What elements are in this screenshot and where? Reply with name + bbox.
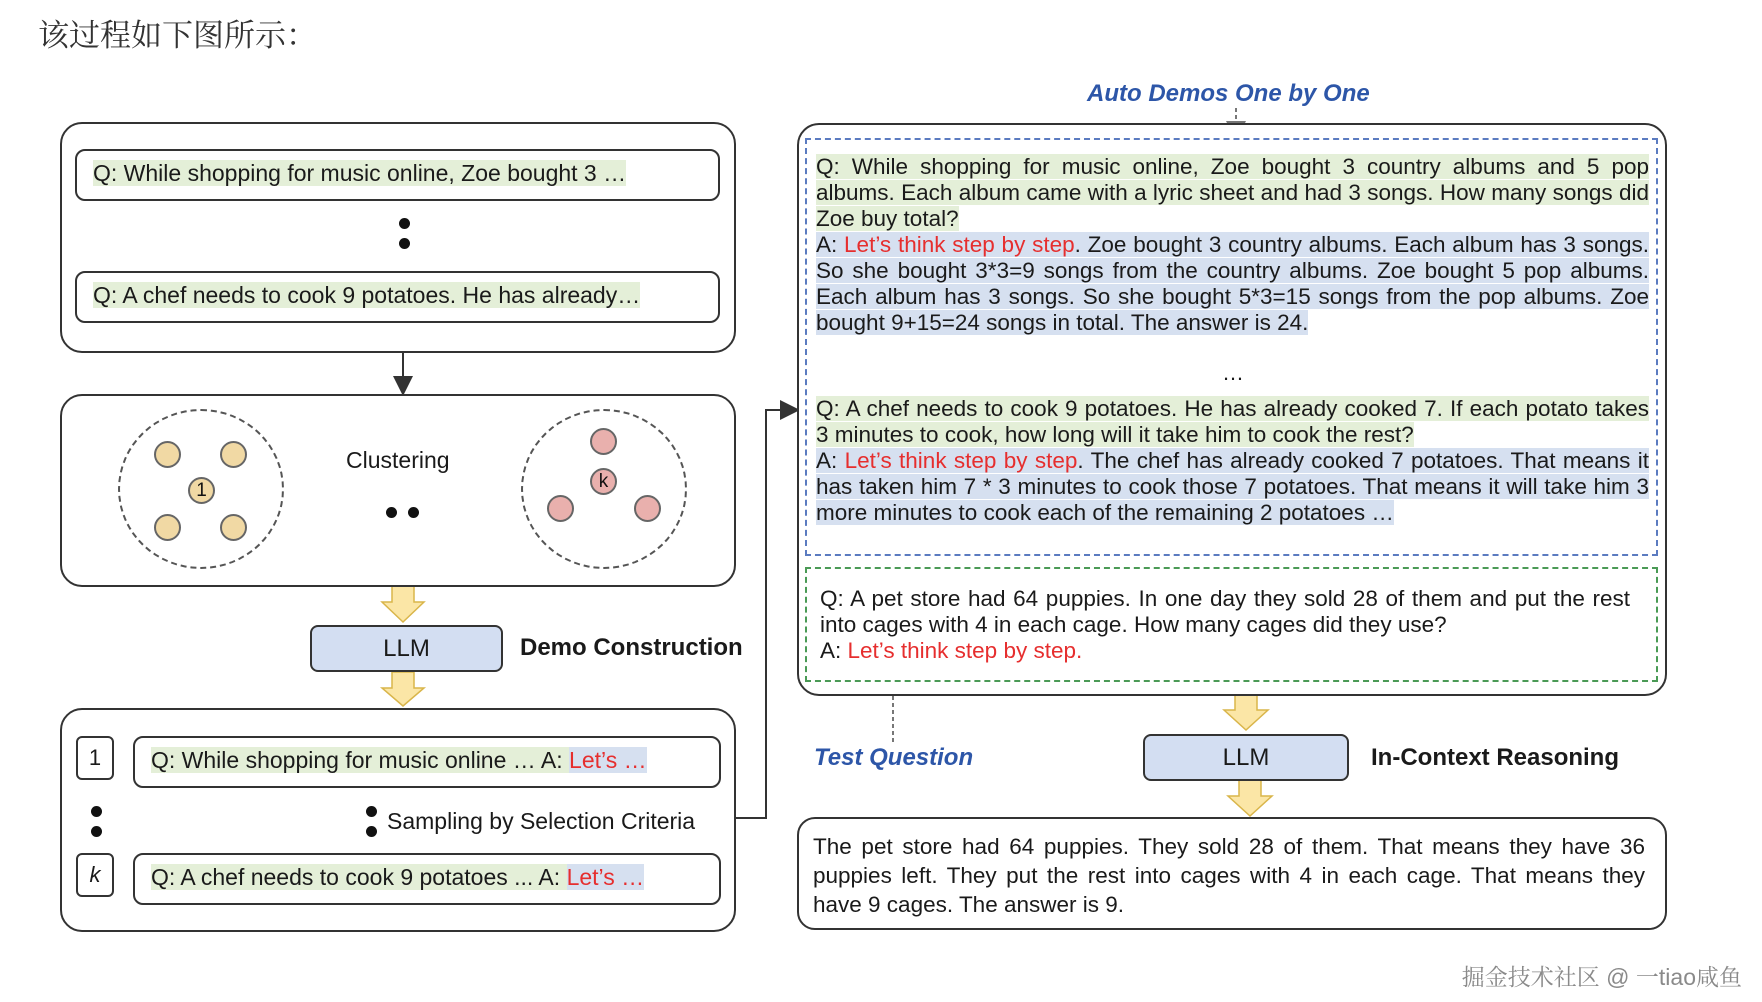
cluster-node: [220, 514, 247, 541]
answer-body: . Zoe bought 3 country albums. Each album has 3 songs. So she bought 3*3=9 songs from the country albums. Zoe bought 5 pop albums. Each album has 3 songs. So she bought 5*3=15 songs from the pop albums. Zoe bought 9+15=24 songs in total. The answer is 24.: [816, 232, 1649, 335]
ellipsis-dot: [386, 507, 397, 518]
demo-2-answer: [816, 448, 1649, 525]
question-box-1: [75, 149, 720, 201]
ellipsis-dot: [408, 507, 419, 518]
llm-label: LLM: [383, 635, 430, 662]
answer-prefix: A:: [816, 232, 845, 257]
cot-trigger: Let’s think step by step: [844, 232, 1075, 257]
llm-box-in-context: [1143, 734, 1349, 781]
demo-construction-label: Demo Construction: [520, 634, 743, 661]
cluster-center-label: 1: [196, 480, 207, 501]
block-arrow-llm-to-output: [1228, 780, 1272, 816]
demo-1-text: [816, 154, 1649, 336]
page-caption: 该过程如下图所示：: [38, 18, 317, 54]
cluster-node: [154, 514, 181, 541]
question-text-1: Q: While shopping for music online, Zoe bought 3 …: [93, 160, 627, 186]
block-arrow-llm-to-demos: [382, 672, 424, 706]
cot-trigger: Let’s think step by step: [844, 448, 1078, 473]
demo-question-1: Q: While shopping for music online … A:: [151, 747, 570, 773]
question-box-2: [75, 271, 720, 323]
demo-index-box-1: 1: [76, 736, 114, 780]
cluster-node: [547, 495, 574, 522]
answer-prefix: A:: [820, 638, 848, 663]
ellipsis-dot: [366, 806, 377, 817]
test-question: Q: A pet store had 64 puppies. In one day they sold 28 of them and put the rest into cages with 4 in each cage. How many cages did they use?: [820, 586, 1630, 637]
test-question-text: [820, 586, 1630, 664]
demo-2-text: [816, 396, 1649, 526]
block-arrow-clustering-to-llm: [382, 586, 424, 622]
ellipsis-dot: [399, 238, 410, 249]
demo-box-1: [133, 736, 721, 788]
demo-2-question: Q: A chef needs to cook 9 potatoes. He has already cooked 7. If each potato takes 3 minutes to cook, how long will it take him to cook the rest?: [816, 396, 1649, 447]
answer-prefix: A:: [816, 448, 845, 473]
cluster-node: [154, 441, 181, 468]
cluster-center-label: k: [598, 471, 609, 492]
arrow-demos-to-auto-demos: [736, 410, 796, 818]
llm-label: LLM: [1222, 744, 1270, 771]
in-context-reasoning-label: In-Context Reasoning: [1371, 744, 1620, 771]
demo-1-answer: [816, 232, 1649, 335]
sampling-label: Sampling by Selection Criteria: [387, 808, 696, 834]
auto-demos-label: Auto Demos One by One: [1087, 80, 1370, 107]
demo-index-box-k: k: [76, 853, 114, 897]
demo-1-question: Q: While shopping for music online, Zoe bought 3 country albums and 5 pop albums. Each album came with a lyric sheet and had 3 songs. How many songs did Zoe buy total?: [816, 154, 1649, 231]
ellipsis-dot: [91, 806, 102, 817]
cluster-node: [590, 428, 617, 455]
cluster-center-node-k: [590, 468, 617, 495]
demo-box-k: [133, 853, 721, 905]
ellipsis-dot: [91, 826, 102, 837]
cluster-center-node-1: [188, 477, 215, 504]
llm-box-demo-construction: [310, 625, 503, 672]
block-arrow-panel-to-llm: [1224, 694, 1268, 730]
cluster-node: [220, 441, 247, 468]
test-question-label: Test Question: [814, 744, 974, 771]
clustering-label: Clustering: [346, 447, 450, 473]
answer-body: . The chef has already cooked 7 potatoes. That means it has taken him 7 * 3 minutes to cook those 7 potatoes. That means it will take him 3 more minutes to cook each of the remaining 2 potatoes …: [816, 448, 1649, 525]
output-text: The pet store had 64 puppies. They sold 28 of them. That means they have 36 puppies left. They put the rest into cages with 4 in each cage. That means they have 9 cages. The answer is 9.: [813, 834, 1645, 917]
ellipsis-dot: [366, 826, 377, 837]
question-text-2: Q: A chef needs to cook 9 potatoes. He has already…: [93, 282, 641, 308]
demo-answer-1: Let’s …: [569, 747, 647, 773]
cot-trigger: Let’s think step by step.: [847, 638, 1083, 663]
watermark: 掘金技术社区 @ 一tiao咸鱼: [1461, 964, 1742, 990]
ellipsis-dot: [399, 218, 410, 229]
demo-question-k: Q: A chef needs to cook 9 potatoes ... A:: [151, 864, 567, 890]
demos-ellipsis: …: [1222, 360, 1244, 385]
demo-answer-k: Let’s …: [566, 864, 645, 890]
cluster-node: [634, 495, 661, 522]
